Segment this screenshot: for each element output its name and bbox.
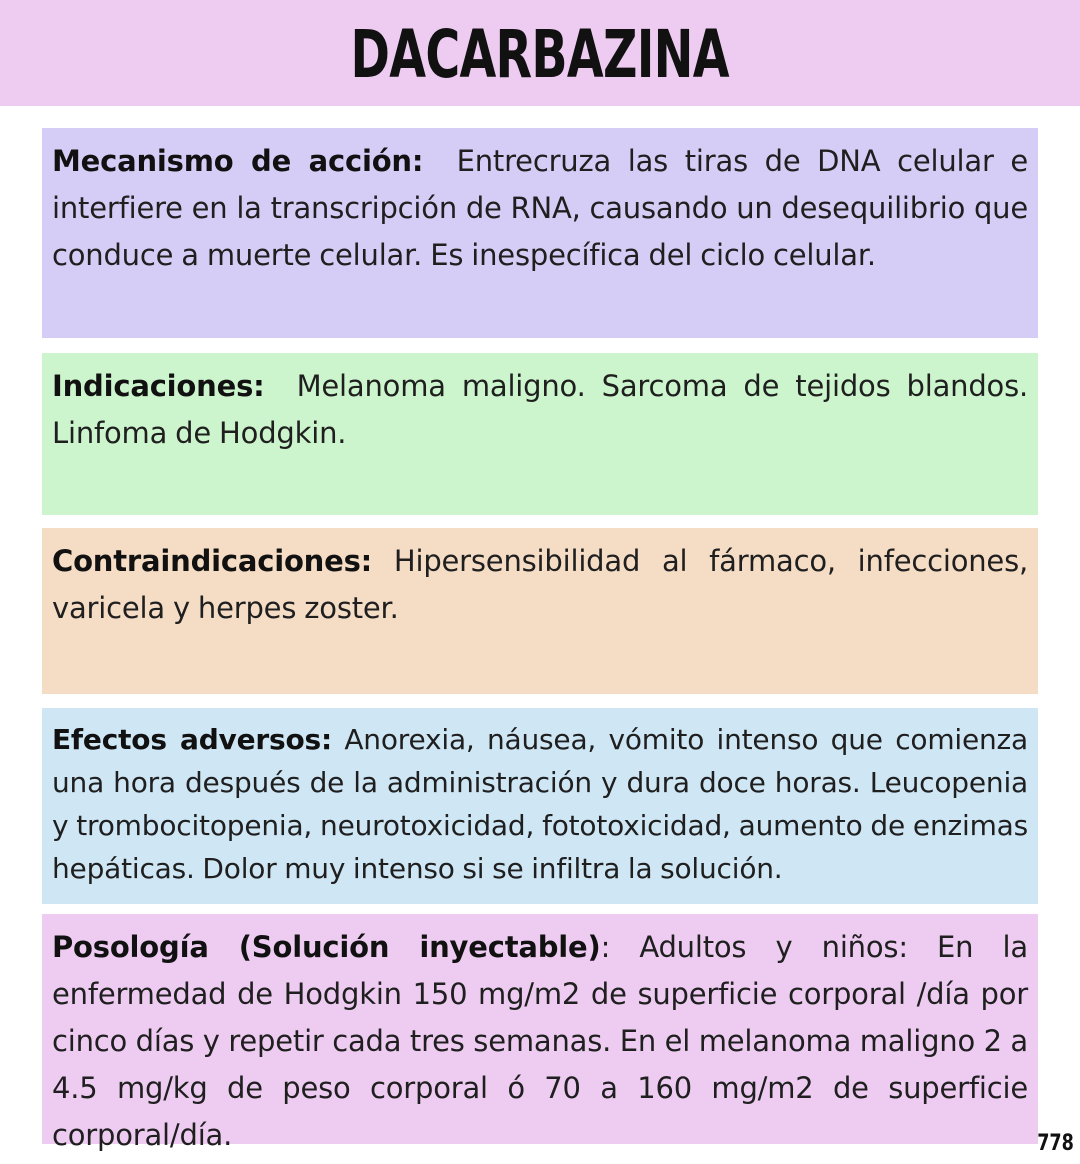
section-contraindicaciones-label: Contraindicaciones: — [52, 544, 373, 578]
section-efectos-paragraph — [52, 718, 1028, 890]
section-efectos-adversos — [42, 708, 1038, 904]
section-indicaciones-label: Indicaciones: — [52, 369, 265, 403]
section-mecanismo-text: Entrecruza las tiras de DNA celular e interfiere en la transcripción de RNA, causando un desequilibrio que conduce a muerte celular. Es inespecífica del ciclo celular. — [52, 144, 1028, 272]
section-posologia-separator: : — [600, 930, 611, 964]
page-number: 778 — [1037, 1131, 1074, 1156]
section-indicaciones-paragraph — [52, 363, 1028, 457]
section-posologia — [42, 914, 1038, 1152]
section-posologia-paragraph — [52, 924, 1028, 1159]
section-indicaciones — [42, 353, 1038, 515]
section-posologia-text: Adultos y niños: En la enfermedad de Hodgkin 150 mg/m2 de superficie corporal /día por cinco días y repetir cada tres semanas. En el melanoma maligno 2 a 4.5 mg/kg de peso corporal ó 70 a 160 mg/m2 de superficie corporal/día. — [52, 930, 1028, 1152]
section-contraindicaciones-paragraph — [52, 538, 1028, 632]
section-efectos-text: Anorexia, náusea, vómito intenso que comienza una hora después de la administración y dura doce horas. Leucopenia y trombocitopenia, neurotoxicidad, fototoxicidad, aumento de enzimas hepáticas. Dolor muy intenso si se infiltra la solución. — [52, 723, 1029, 885]
section-efectos-label: Efectos adversos: — [52, 723, 332, 756]
section-posologia-label: Posología (Solución inyectable) — [52, 930, 601, 964]
section-contraindicaciones-text: Hipersensibilidad al fármaco, infecciones, varicela y herpes zoster. — [52, 544, 1028, 625]
section-contraindicaciones — [42, 528, 1038, 694]
page-title: DACARBAZINA — [350, 16, 730, 93]
section-mecanismo — [42, 128, 1038, 338]
section-mecanismo-label: Mecanismo de acción: — [52, 144, 424, 178]
section-mecanismo-paragraph — [52, 138, 1028, 279]
title-bar — [0, 0, 1080, 106]
section-indicaciones-text: Melanoma maligno. Sarcoma de tejidos blandos. Linfoma de Hodgkin. — [52, 369, 1028, 450]
